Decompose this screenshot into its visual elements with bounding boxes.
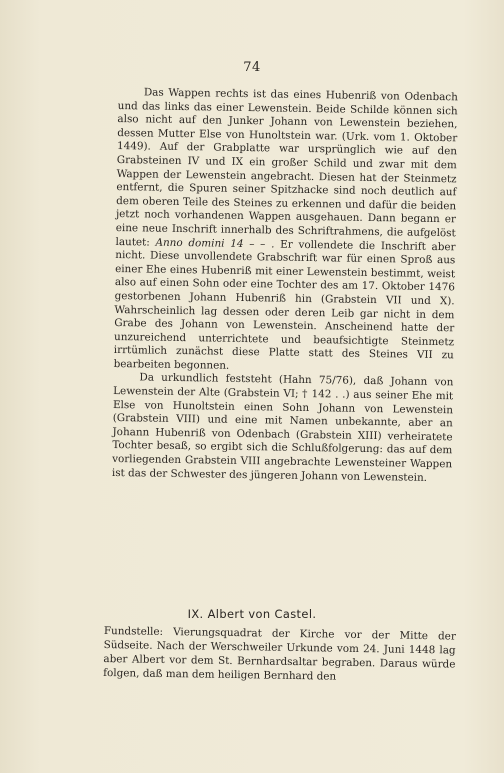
section-heading: IX. Albert von Castel. (187, 607, 317, 621)
paragraph-1-continued: Er vollendete die Inschrift aber nicht. Diese unvollendete Grabschrift war für einen Sproß aus einer Ehe eines Hubenriß mit einer Lewenstein bestimmt, weist also auf einen Sohn oder eine Tochter des am 17. Oktober 1476 gestorbenen Johann Hubenriß hin (Grabstein VII und X). Wahrscheinlich lag dessen oder deren Leib gar nicht in dem Grabe des Johann von Lewenstein. Anscheinend hatte der unzureichend unterrichtete und beaufsichtigte Steinmetz irrtümlich zunächst diese Platte statt des Steines VII zu bearbeiten begonnen. (113, 238, 456, 372)
section-paragraph: Fundstelle: Vierungsquadrat der Kirche vor der Mitte der Südseite. Nach der Werschweiler Urkunde vom 24. Juni 1448 lag aber Albert vor dem St. Bernhardsaltar begraben. Daraus würde folgen, daß man dem heiligen Bernhard den (103, 624, 456, 683)
page-number: 74 (243, 60, 261, 75)
main-text (112, 86, 458, 486)
section-text (103, 624, 456, 686)
inscription-text: Anno domini 14 – – . (155, 236, 275, 251)
paragraph-1 (114, 86, 458, 377)
paragraph-1-text: Das Wappen rechts ist das eines Hubenriß von Odenbach und das links das einer Lewenstein. Beide Schilde können sich also nicht auf den Junker Johann von Lewenstein beziehen, dessen Mutter Else von Hunoltstein war. (Urk. vom 1. Oktober 1449). Auf der Grabplatte war ursprünglich wie auf den Grabsteinen IV und IX ein großer Schild und zwar mit dem Wappen der Lewenstein angebracht. Diesen hat der Steinmetz entfernt, die Spuren seiner Spitzhacke sind noch deutlich auf dem oberen Teile des Steines zu erkennen und dafür die beiden jetzt noch vorhandenen Wappen ausgehauen. Dann begann er eine neue Inschrift innerhalb des Schriftrahmens, die aufgelöst lautet: (115, 86, 458, 249)
paragraph-2: Da urkundlich feststeht (Hahn 75/76), daß Johann von Lewenstein der Alte (Grabstein VI; † 142 . .) aus seiner Ehe mit Else von Hunoltstein einen Sohn Johann von Lewenstein (Grabstein VIII) und eine mit Namen unbekannte, aber an Johann Hubenriß von Odenbach (Grabstein XIII) verheiratete Tochter besaß, so ergibt sich die Schlußfolgerung: das auf dem vorliegenden Grabstein VIII angebrachte Lewensteiner Wappen ist das der Schwester des jüngeren Johann von Lewenstein. (111, 371, 454, 484)
